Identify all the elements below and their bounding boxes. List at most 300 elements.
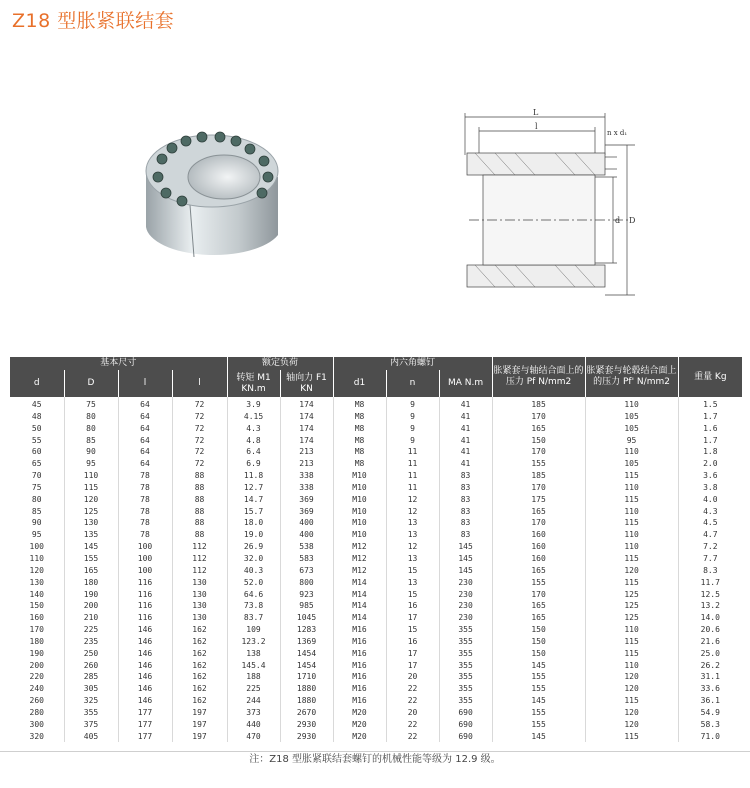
table-cell: 138 [227, 648, 280, 660]
table-row [10, 719, 742, 731]
table-cell: M16 [333, 648, 386, 660]
table-cell: 285 [64, 671, 118, 683]
table-cell: 185 [492, 470, 585, 482]
table-cell: 110 [585, 397, 678, 411]
table-cell: 338 [280, 482, 333, 494]
table-cell: 1880 [280, 683, 333, 695]
table-cell: M20 [333, 731, 386, 743]
table-cell: 165 [492, 506, 585, 518]
table-cell: 115 [64, 482, 118, 494]
table-cell: 100 [118, 565, 172, 577]
table-cell: 690 [439, 719, 492, 731]
table-cell: 400 [280, 529, 333, 541]
table-cell: 123.2 [227, 636, 280, 648]
table-cell: 88 [172, 506, 227, 518]
table-cell: 110 [29, 553, 44, 563]
table-cell: 12.7 [227, 482, 280, 494]
table-cell: 36.1 [678, 695, 742, 707]
table-cell: 109 [227, 624, 280, 636]
table-cell: 60 [31, 447, 42, 457]
table-cell: 88 [172, 482, 227, 494]
table-cell: 12.5 [678, 589, 742, 601]
table-cell: 800 [280, 577, 333, 589]
table-cell: 15 [386, 565, 439, 577]
table-cell: 180 [29, 636, 44, 646]
table-cell: 22 [386, 695, 439, 707]
table-cell: 4.15 [227, 411, 280, 423]
table-cell: 145.4 [227, 660, 280, 672]
table-cell: 100 [29, 542, 44, 552]
header-D: D [64, 370, 118, 397]
table-row [10, 458, 742, 470]
table-cell: 112 [172, 541, 227, 553]
table-cell: 88 [172, 470, 227, 482]
table-cell: 19.0 [227, 529, 280, 541]
table-cell: 8.3 [678, 565, 742, 577]
table-cell: M14 [333, 612, 386, 624]
table-cell: 250 [64, 648, 118, 660]
table-cell: 170 [492, 411, 585, 423]
table-cell: 78 [118, 482, 172, 494]
table-cell: 41 [439, 458, 492, 470]
table-cell: 4.8 [227, 435, 280, 447]
table-cell: 213 [280, 446, 333, 458]
table-cell: 105 [585, 423, 678, 435]
table-cell: 50 [31, 423, 42, 433]
table-cell: 4.0 [678, 494, 742, 506]
header-hub-pressure: 胀紧套与轮毂结合面上的压力 Pf' N/mm2 [585, 357, 678, 397]
table-cell: 1.7 [678, 435, 742, 447]
table-row [10, 565, 742, 577]
table-cell: 260 [64, 660, 118, 672]
technical-drawing [455, 105, 645, 305]
table-cell: 170 [492, 589, 585, 601]
table-cell: 120 [585, 565, 678, 577]
table-cell: 115 [585, 517, 678, 529]
table-cell: 165 [492, 565, 585, 577]
table-cell: 64 [118, 446, 172, 458]
table-cell: M10 [333, 506, 386, 518]
table-cell: 75 [64, 397, 118, 411]
table-cell: 1.6 [678, 423, 742, 435]
drawing-label-D: D [629, 216, 636, 225]
table-cell: 190 [64, 589, 118, 601]
table-cell: 13 [386, 577, 439, 589]
table-row [10, 648, 742, 660]
table-cell: 180 [64, 577, 118, 589]
table-cell: 230 [439, 577, 492, 589]
table-cell: 400 [280, 517, 333, 529]
table-cell: 235 [64, 636, 118, 648]
table-cell: 72 [172, 423, 227, 435]
table-cell: 7.2 [678, 541, 742, 553]
table-cell: M14 [333, 577, 386, 589]
table-cell: 72 [172, 411, 227, 423]
drawing-label-d: d [615, 216, 621, 225]
table-cell: M16 [333, 624, 386, 636]
table-cell: 88 [172, 494, 227, 506]
table-cell: 165 [492, 423, 585, 435]
table-cell: 83 [439, 517, 492, 529]
table-cell: 583 [280, 553, 333, 565]
table-cell: 78 [118, 517, 172, 529]
table-cell: M8 [333, 397, 386, 411]
table-row [10, 411, 742, 423]
table-cell: 15 [386, 624, 439, 636]
table-cell: 155 [64, 553, 118, 565]
table-cell: 170 [29, 625, 44, 635]
table-cell: 355 [439, 624, 492, 636]
table-cell: 110 [585, 446, 678, 458]
table-cell: 13 [386, 553, 439, 565]
table-cell: M14 [333, 589, 386, 601]
table-cell: 985 [280, 600, 333, 612]
table-cell: 83 [439, 506, 492, 518]
table-cell: 4.7 [678, 529, 742, 541]
table-cell: 130 [172, 589, 227, 601]
table-cell: 20 [386, 707, 439, 719]
table-cell: 338 [280, 470, 333, 482]
table-cell: 146 [118, 671, 172, 683]
table-cell: 72 [172, 458, 227, 470]
table-cell: 80 [64, 411, 118, 423]
table-cell: 355 [439, 648, 492, 660]
table-cell: 160 [492, 541, 585, 553]
table-cell: 110 [585, 660, 678, 672]
table-row [10, 423, 742, 435]
table-cell: M10 [333, 517, 386, 529]
table-cell: 88 [172, 517, 227, 529]
table-cell: M10 [333, 494, 386, 506]
table-cell: 64 [118, 397, 172, 411]
table-cell: 112 [172, 553, 227, 565]
table-cell: 355 [439, 660, 492, 672]
table-cell: 116 [118, 589, 172, 601]
table-cell: 1454 [280, 660, 333, 672]
table-cell: 85 [64, 435, 118, 447]
table-cell: 95 [31, 530, 42, 540]
table-cell: 4.5 [678, 517, 742, 529]
table-cell: 188 [227, 671, 280, 683]
table-cell: 105 [585, 458, 678, 470]
table-cell: 15 [386, 589, 439, 601]
table-cell: 673 [280, 565, 333, 577]
table-cell: 83.7 [227, 612, 280, 624]
table-cell: 3.8 [678, 482, 742, 494]
table-cell: 170 [492, 517, 585, 529]
table-row [10, 397, 742, 411]
table-row [10, 517, 742, 529]
table-cell: 120 [585, 683, 678, 695]
table-cell: 45 [31, 400, 42, 409]
table-cell: 115 [585, 553, 678, 565]
table-cell: 145 [492, 660, 585, 672]
table-cell: M16 [333, 671, 386, 683]
table-cell: 9 [386, 435, 439, 447]
table-cell: 162 [172, 636, 227, 648]
table-cell: M12 [333, 565, 386, 577]
table-cell: 185 [492, 397, 585, 411]
table-cell: 160 [29, 613, 44, 623]
table-cell: 197 [172, 707, 227, 719]
table-cell: 4.3 [227, 423, 280, 435]
table-cell: 230 [439, 600, 492, 612]
table-row [10, 446, 742, 458]
table-cell: 54.9 [678, 707, 742, 719]
table-cell: 150 [29, 601, 44, 611]
table-cell: 174 [280, 397, 333, 411]
table-cell: 41 [439, 411, 492, 423]
table-cell: 58.3 [678, 719, 742, 731]
table-cell: 210 [64, 612, 118, 624]
table-cell: 78 [118, 494, 172, 506]
table-cell: 146 [118, 695, 172, 707]
table-cell: 3.6 [678, 470, 742, 482]
table-row [10, 553, 742, 565]
table-cell: 145 [492, 695, 585, 707]
table-cell: 7.7 [678, 553, 742, 565]
table-cell: 1710 [280, 671, 333, 683]
table-row [10, 435, 742, 447]
table-cell: M16 [333, 695, 386, 707]
table-cell: 1045 [280, 612, 333, 624]
table-row [10, 482, 742, 494]
table-cell: 125 [585, 589, 678, 601]
table-cell: 64 [118, 458, 172, 470]
table-cell: 140 [29, 589, 44, 599]
table-cell: 16 [386, 600, 439, 612]
table-cell: 32.0 [227, 553, 280, 565]
table-cell: 13 [386, 517, 439, 529]
table-cell: 162 [172, 660, 227, 672]
table-cell: 41 [439, 397, 492, 411]
table-cell: 9 [386, 397, 439, 411]
table-cell: 355 [439, 671, 492, 683]
header-axial-force: 轴向力 F1 KN [280, 370, 333, 397]
table-cell: 120 [585, 719, 678, 731]
table-cell: 120 [585, 671, 678, 683]
table-cell: 115 [585, 731, 678, 743]
table-cell: 145 [64, 541, 118, 553]
table-cell: 1.5 [678, 397, 742, 411]
table-cell: 110 [585, 506, 678, 518]
table-cell: 78 [118, 506, 172, 518]
table-cell: 162 [172, 683, 227, 695]
table-cell: 110 [64, 470, 118, 482]
table-cell: 355 [439, 695, 492, 707]
table-cell: 260 [29, 696, 44, 706]
table-row [10, 612, 742, 624]
table-cell: 160 [492, 529, 585, 541]
table-row [10, 506, 742, 518]
table-cell: 177 [118, 707, 172, 719]
table-row [10, 731, 742, 743]
header-d1: d1 [333, 370, 386, 397]
table-cell: 64 [118, 411, 172, 423]
table-cell: 22 [386, 719, 439, 731]
table-row [10, 589, 742, 601]
table-cell: 155 [492, 577, 585, 589]
table-cell: 150 [492, 624, 585, 636]
table-cell: 155 [492, 719, 585, 731]
table-cell: 17 [386, 660, 439, 672]
table-cell: 125 [585, 612, 678, 624]
table-cell: M10 [333, 470, 386, 482]
table-cell: 162 [172, 671, 227, 683]
table-cell: 170 [492, 446, 585, 458]
table-cell: 11 [386, 446, 439, 458]
spec-table-container [10, 357, 742, 742]
table-cell: 16 [386, 636, 439, 648]
table-cell: 155 [492, 671, 585, 683]
table-cell: 375 [64, 719, 118, 731]
table-cell: 4.3 [678, 506, 742, 518]
table-cell: 120 [29, 565, 44, 575]
table-cell: 200 [29, 660, 44, 670]
table-cell: 165 [64, 565, 118, 577]
table-cell: 373 [227, 707, 280, 719]
table-cell: M8 [333, 435, 386, 447]
table-cell: 26.9 [227, 541, 280, 553]
table-cell: 72 [172, 435, 227, 447]
table-cell: 115 [585, 648, 678, 660]
table-cell: 73.8 [227, 600, 280, 612]
header-L: l [172, 370, 227, 397]
table-cell: 14.7 [227, 494, 280, 506]
table-cell: 538 [280, 541, 333, 553]
table-cell: 146 [118, 648, 172, 660]
table-cell: 2930 [280, 731, 333, 743]
table-cell: 12 [386, 541, 439, 553]
table-row [10, 707, 742, 719]
header-l: l [118, 370, 172, 397]
table-cell: 64 [118, 423, 172, 435]
table-cell: 1283 [280, 624, 333, 636]
table-cell: 145 [492, 731, 585, 743]
table-cell: 125 [64, 506, 118, 518]
table-cell: 240 [29, 684, 44, 694]
table-cell: 41 [439, 423, 492, 435]
drawing-label-l: l [535, 122, 538, 131]
table-cell: 90 [64, 446, 118, 458]
table-cell: M16 [333, 660, 386, 672]
header-d: d [10, 370, 64, 397]
table-cell: 100 [118, 553, 172, 565]
table-cell: 174 [280, 435, 333, 447]
table-cell: 120 [64, 494, 118, 506]
table-cell: 405 [64, 731, 118, 743]
table-cell: 1369 [280, 636, 333, 648]
table-cell: 20 [386, 671, 439, 683]
table-cell: 2670 [280, 707, 333, 719]
table-cell: 88 [172, 529, 227, 541]
page-title: Z18 型胀紧联结套 [12, 10, 175, 32]
table-cell: 280 [29, 707, 44, 717]
table-cell: 145 [439, 565, 492, 577]
table-row [10, 494, 742, 506]
table-cell: 130 [172, 600, 227, 612]
table-cell: 55 [31, 435, 42, 445]
table-cell: 115 [585, 494, 678, 506]
table-cell: 9 [386, 423, 439, 435]
table-cell: 175 [492, 494, 585, 506]
table-cell: 145 [439, 541, 492, 553]
table-cell: 72 [172, 397, 227, 411]
table-cell: 177 [118, 719, 172, 731]
table-cell: 213 [280, 458, 333, 470]
table-cell: 174 [280, 411, 333, 423]
header-n: n [386, 370, 439, 397]
table-cell: 244 [227, 695, 280, 707]
table-cell: M16 [333, 683, 386, 695]
table-cell: 80 [64, 423, 118, 435]
table-cell: 150 [492, 648, 585, 660]
table-cell: 64 [118, 435, 172, 447]
table-cell: 83 [439, 482, 492, 494]
table-cell: 300 [29, 719, 44, 729]
drawing-label-L: L [533, 108, 539, 117]
table-cell: 120 [585, 707, 678, 719]
table-cell: 13.2 [678, 600, 742, 612]
table-cell: 3.9 [227, 397, 280, 411]
drawing-label-nxd1: n x d₁ [607, 129, 628, 137]
table-cell: 90 [31, 518, 42, 528]
table-cell: M20 [333, 719, 386, 731]
table-cell: 197 [172, 731, 227, 743]
table-cell: 17 [386, 612, 439, 624]
table-cell: 31.1 [678, 671, 742, 683]
table-cell: 355 [439, 636, 492, 648]
table-row [10, 577, 742, 589]
table-cell: 83 [439, 529, 492, 541]
header-ma: MA N.m [439, 370, 492, 397]
table-cell: 116 [118, 600, 172, 612]
table-cell: 95 [585, 435, 678, 447]
table-cell: 162 [172, 624, 227, 636]
table-cell: 25.0 [678, 648, 742, 660]
table-cell: 26.2 [678, 660, 742, 672]
table-cell: 200 [64, 600, 118, 612]
table-cell: 440 [227, 719, 280, 731]
table-cell: 12 [386, 506, 439, 518]
table-cell: 225 [227, 683, 280, 695]
table-cell: 9 [386, 411, 439, 423]
table-cell: M12 [333, 541, 386, 553]
table-cell: 52.0 [227, 577, 280, 589]
table-cell: 470 [227, 731, 280, 743]
table-cell: 165 [492, 612, 585, 624]
table-cell: 75 [31, 482, 42, 492]
table-cell: 11.7 [678, 577, 742, 589]
table-cell: 325 [64, 695, 118, 707]
table-cell: 115 [585, 577, 678, 589]
table-cell: 83 [439, 470, 492, 482]
table-cell: 162 [172, 695, 227, 707]
table-cell: 155 [492, 458, 585, 470]
table-cell: 1880 [280, 695, 333, 707]
header-shaft-pressure: 胀紧套与轴结合面上的压力 Pf N/mm2 [492, 357, 585, 397]
table-cell: 130 [64, 517, 118, 529]
table-cell: 6.4 [227, 446, 280, 458]
table-cell: 33.6 [678, 683, 742, 695]
header-weight: 重量 Kg [678, 357, 742, 397]
table-cell: 11.8 [227, 470, 280, 482]
table-cell: 110 [585, 529, 678, 541]
table-cell: 177 [118, 731, 172, 743]
table-row [10, 600, 742, 612]
table-cell: 155 [492, 707, 585, 719]
table-cell: 17 [386, 648, 439, 660]
